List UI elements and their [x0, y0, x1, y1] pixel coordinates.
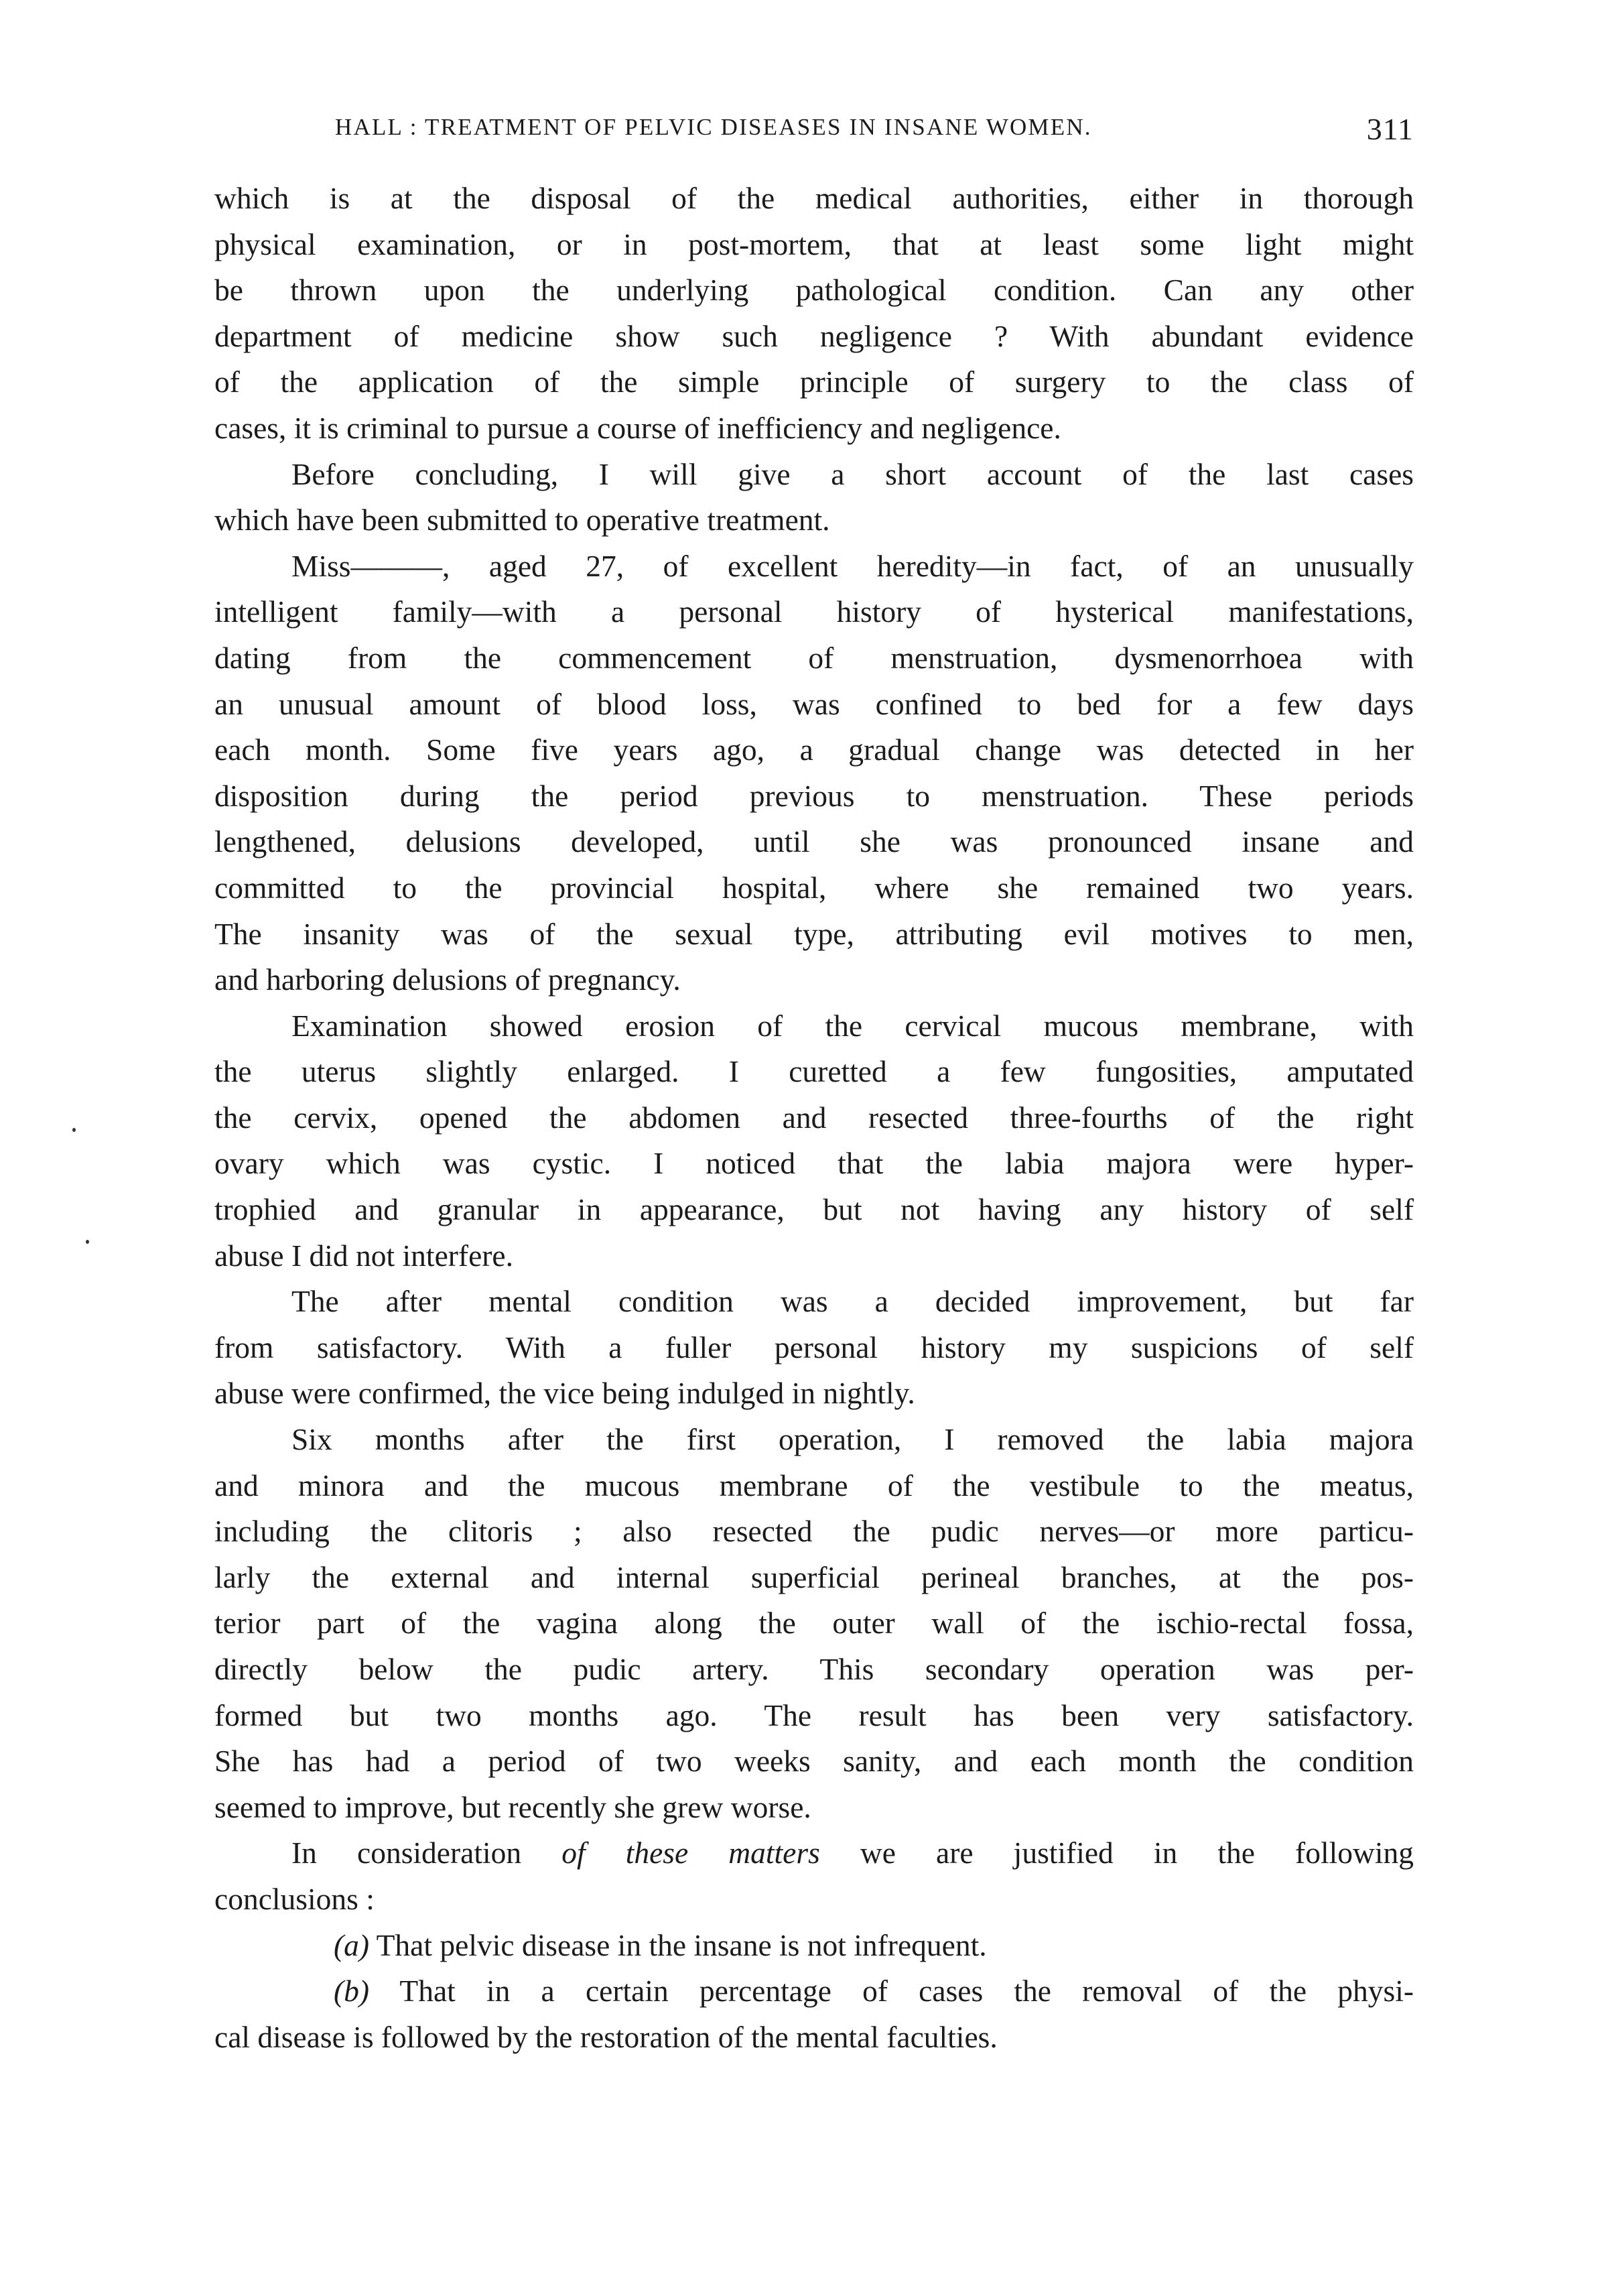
text-line: and minora and the mucous membrane of the vestibule to the meatus, [214, 1468, 1414, 1503]
text-line: conclusions : [214, 1881, 375, 1916]
text-line: the cervix, opened the abdomen and resected three-fourths of the right [214, 1100, 1414, 1135]
text-line: and harboring delusions of pregnancy. [214, 962, 681, 997]
paragraph-start: Six months after the first operation, I removed the labia majora [291, 1422, 1414, 1457]
text-line: cases, it is criminal to pursue a course of inefficiency and negligence. [214, 410, 1061, 445]
text-line: each month. Some five years ago, a gradual change was detected in her [214, 732, 1414, 767]
text-line: physical examination, or in post-mortem, that at least some light might [214, 227, 1414, 261]
paragraph-start: Before concluding, I will give a short account of the last cases [291, 456, 1414, 491]
margin-speck [72, 1128, 76, 1132]
text-line: of the application of the simple principle of surgery to the class of [214, 365, 1414, 399]
margin-speck [86, 1240, 89, 1244]
text-line: lengthened, delusions developed, until she was pronounced insane and [214, 824, 1414, 859]
text-line: seemed to improve, but recently she grew worse. [214, 1789, 811, 1824]
text-line: including the clitoris ; also resected the pudic nerves—or more particu- [214, 1514, 1414, 1549]
text-line: which is at the disposal of the medical authorities, either in thorough [214, 181, 1414, 215]
conclusion-text: That pelvic disease in the insane is not infrequent. [369, 1927, 987, 1962]
text-line: intelligent family—with a personal history of hysterical manifestations, [214, 594, 1414, 629]
text-line: the uterus slightly enlarged. I curetted a few fungosities, amputated [214, 1054, 1414, 1089]
paragraph-start: The after mental condition was a decided improvement, but far [291, 1284, 1414, 1319]
text-line: abuse were confirmed, the vice being indulged in nightly. [214, 1376, 915, 1411]
text-line: which have been submitted to operative treatment. [214, 503, 830, 537]
running-head [214, 111, 1414, 151]
text-line: abuse I did not interfere. [214, 1238, 513, 1273]
running-title: HALL : TREATMENT OF PELVIC DISEASES IN INSANE WOMEN. [335, 114, 1092, 140]
text-run: In consideration [291, 1836, 562, 1870]
text-line: committed to the provincial hospital, where she remained two years. [214, 870, 1414, 905]
list-marker: (b) [334, 1974, 370, 2008]
paragraph-start: Miss———, aged 27, of excellent heredity—in fact, of an unusually [291, 548, 1414, 583]
conclusion-item-b [214, 1968, 1414, 2015]
text-line: The insanity was of the sexual type, attributing evil motives to men, [214, 916, 1414, 951]
conclusion-text: That in a certain percentage of cases the removal of the physi- [369, 1974, 1414, 2008]
text-line: an unusual amount of blood loss, was confined to bed for a few days [214, 686, 1414, 721]
conclusion-item-a [214, 1923, 1414, 1969]
text-line: disposition during the period previous to menstruation. These periods [214, 778, 1414, 813]
text-line: department of medicine show such negligence ? With abundant evidence [214, 318, 1414, 353]
text-line: from satisfactory. With a fuller personal history my suspicions of self [214, 1330, 1414, 1364]
text-line: directly below the pudic artery. This secondary operation was per- [214, 1652, 1414, 1686]
text-line: ovary which was cystic. I noticed that the labia majora were hyper- [214, 1146, 1414, 1181]
body-text [214, 176, 1414, 2060]
text-line: trophied and granular in appearance, but not having any history of self [214, 1192, 1414, 1227]
text-run: we are justified in the following [819, 1836, 1414, 1870]
text-line: She has had a period of two weeks sanity, and each month the condition [214, 1744, 1414, 1779]
paragraph-start [214, 1830, 1414, 1876]
italic-phrase: of these matters [561, 1836, 820, 1870]
text-line: be thrown upon the underlying pathological condition. Can any other [214, 273, 1414, 308]
text-line: cal disease is followed by the restoration of the mental faculties. [214, 2019, 998, 2054]
text-line: dating from the commencement of menstruation, dysmenorrhoea with [214, 640, 1414, 675]
hidden-source-line [0, 0, 1, 1]
paragraph-start: Examination showed erosion of the cervical mucous membrane, with [291, 1008, 1414, 1043]
text-line: formed but two months ago. The result has been very satisfactory. [214, 1698, 1414, 1732]
page-number: 311 [1366, 112, 1414, 146]
list-marker: (a) [334, 1927, 370, 1962]
text-line: larly the external and internal superficial perineal branches, at the pos- [214, 1559, 1414, 1594]
text-line: terior part of the vagina along the outer wall of the ischio-rectal fossa, [214, 1606, 1414, 1641]
